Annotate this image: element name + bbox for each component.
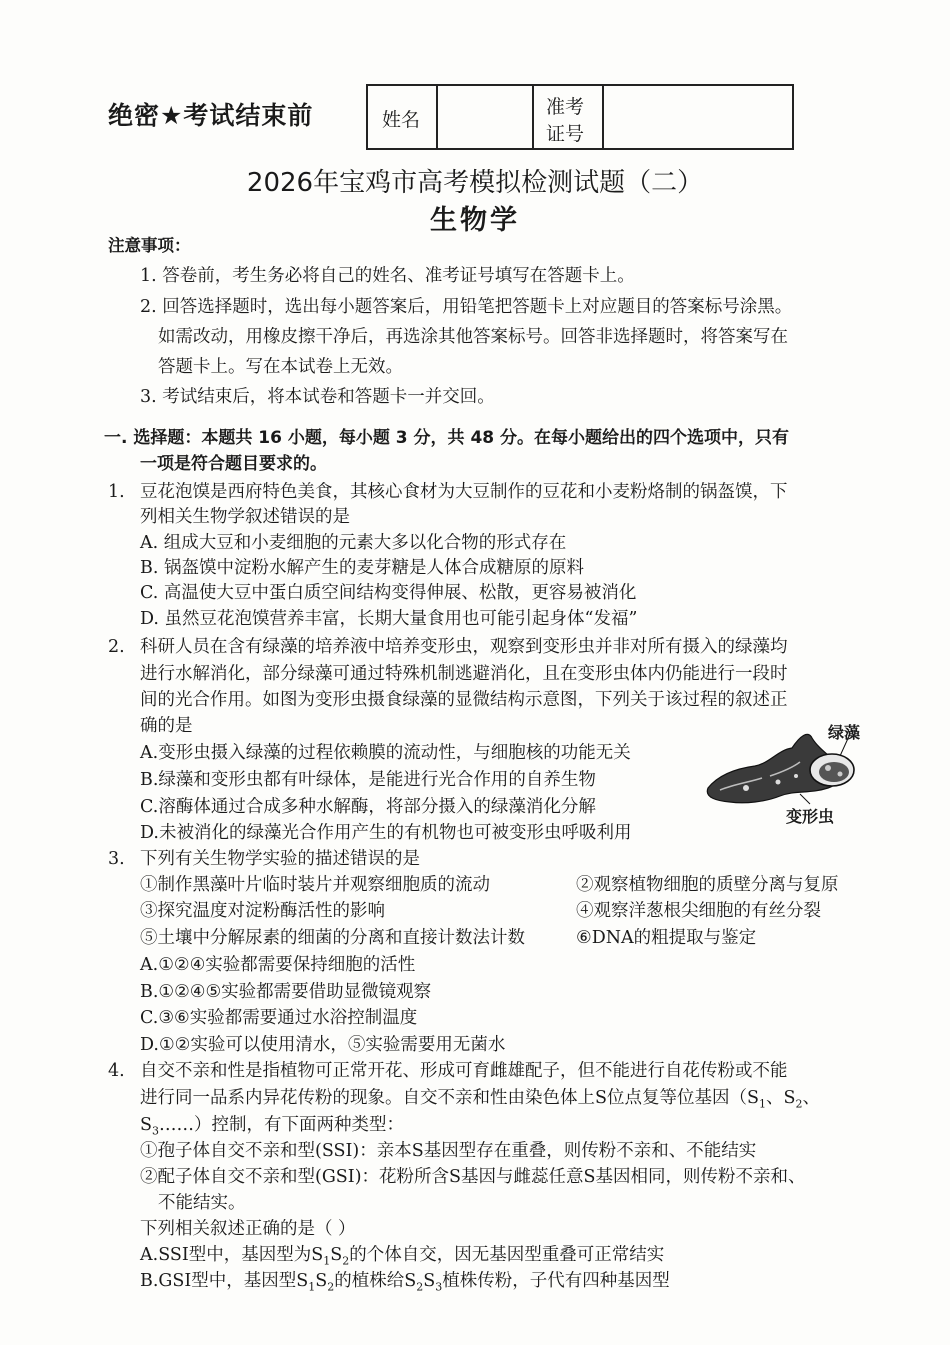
text: 的植株给S bbox=[334, 1271, 417, 1291]
name-label-cell bbox=[368, 86, 438, 148]
notice-line: 3. 考试结束后，将本试卷和答题卡一并交回。 bbox=[140, 387, 495, 407]
option-b bbox=[140, 1273, 670, 1293]
question-number: 3. bbox=[108, 849, 125, 869]
question-stem: 下列有关生物学实验的描述错误的是 bbox=[140, 849, 420, 869]
type-item: ②配子体自交不亲和型(GSI)：花粉所含S基因与雌蕊任意S基因相同，则传粉不亲和、 bbox=[140, 1167, 806, 1187]
subscript: 1 bbox=[308, 1280, 316, 1294]
experiment-item: ②观察植物细胞的质壁分离与复原 bbox=[576, 875, 839, 895]
text: 进行同一品系内异花传粉的现象。自交不亲和性由染色体上S位点复等位基因（S bbox=[140, 1088, 759, 1108]
exam-number-label-1: 准考 bbox=[546, 96, 585, 118]
question-number: 2. bbox=[108, 637, 125, 657]
experiment-item: ④观察洋葱根尖细胞的有丝分裂 bbox=[576, 901, 821, 921]
option-b: B. 锅盔馍中淀粉水解产生的麦芽糖是人体合成糖原的原料 bbox=[140, 558, 584, 578]
question-number: 1. bbox=[108, 482, 125, 502]
experiment-item: ⑤土壤中分解尿素的细菌的分离和直接计数法计数 bbox=[140, 928, 525, 948]
notice-line: 答题卡上。写在本试卷上无效。 bbox=[158, 357, 403, 377]
question-stem: 间的光合作用。如图为变形虫摄食绿藻的显微结构示意图，下列关于该过程的叙述正 bbox=[140, 690, 788, 710]
option-c: C.溶酶体通过合成多种水解酶，将部分摄入的绿藻消化分解 bbox=[140, 797, 596, 817]
type-item: 不能结实。 bbox=[158, 1193, 246, 1213]
option-c: C. 高温使大豆中蛋白质空间结构变得伸展、松散，更容易被消化 bbox=[140, 583, 637, 603]
text: ……）控制，有下面两种类型： bbox=[159, 1115, 404, 1135]
section-heading: 一项是符合题目要求的。 bbox=[140, 454, 327, 474]
subscript: 2 bbox=[327, 1280, 335, 1294]
exam-subject: 生物学 bbox=[430, 205, 520, 236]
experiment-item: ⑥DNA的粗提取与鉴定 bbox=[576, 928, 757, 948]
experiment-item: ①制作黑藻叶片临时装片并观察细胞质的流动 bbox=[140, 875, 490, 895]
exam-number-label-2: 证号 bbox=[546, 123, 585, 145]
option-a: A. 组成大豆和小麦细胞的元素大多以化合物的形式存在 bbox=[140, 533, 567, 553]
option-a: A.变形虫摄入绿藻的过程依赖膜的流动性，与细胞核的功能无关 bbox=[140, 743, 631, 763]
option-c: C.③⑥实验都需要通过水浴控制温度 bbox=[140, 1008, 418, 1028]
question-stem: 豆花泡馍是西府特色美食，其核心食材为大豆制作的豆花和小麦粉烙制的锅盔馍，下 bbox=[140, 482, 788, 502]
subscript: 1 bbox=[323, 1254, 331, 1268]
exam-title: 2026年宝鸡市高考模拟检测试题（二） bbox=[246, 168, 704, 198]
question-stem: 下列相关叙述正确的是（ ） bbox=[140, 1219, 356, 1239]
question-stem: 列相关生物学叙述错误的是 bbox=[140, 507, 350, 527]
subscript: 3 bbox=[152, 1124, 159, 1138]
subscript: 3 bbox=[435, 1280, 443, 1294]
option-a: A.①②④实验都需要保持细胞的活性 bbox=[140, 955, 416, 975]
subscript: 2 bbox=[416, 1280, 424, 1294]
exam-number-field[interactable] bbox=[604, 86, 792, 148]
notice-line: 1. 答卷前，考生务必将自己的姓名、准考证号填写在答题卡上。 bbox=[140, 266, 635, 286]
text: S bbox=[423, 1271, 436, 1291]
question-stem: 自交不亲和性是指植物可正常开花、形成可育雌雄配子，但不能进行自花传粉或不能 bbox=[140, 1061, 788, 1081]
question-stem bbox=[140, 1117, 404, 1137]
question-stem: 确的是 bbox=[140, 716, 193, 736]
text: S bbox=[315, 1271, 328, 1291]
name-field[interactable] bbox=[438, 86, 534, 148]
option-a bbox=[140, 1247, 664, 1267]
secret-label: 绝密★考试结束前 bbox=[108, 101, 314, 130]
candidate-info-box bbox=[366, 84, 794, 150]
text: 、S bbox=[765, 1088, 796, 1108]
option-d: D.未被消化的绿藻光合作用产生的有机物也可被变形虫呼吸利用 bbox=[140, 823, 632, 843]
type-item: ①孢子体自交不亲和型(SSI)：亲本S基因型存在重叠，则传粉不亲和、不能结实 bbox=[140, 1141, 757, 1161]
question-stem bbox=[140, 1090, 820, 1110]
text: 、 bbox=[802, 1088, 820, 1108]
text: 的个体自交，因无基因型重叠可正常结实 bbox=[349, 1245, 665, 1265]
amoeba-figure bbox=[700, 718, 890, 828]
text: 植株传粉，子代有四种基因型 bbox=[442, 1271, 670, 1291]
section-heading: 一. 选择题：本题共 16 小题，每小题 3 分，共 48 分。在每小题给出的四个选项中，只有 bbox=[104, 428, 790, 448]
option-b: B.绿藻和变形虫都有叶绿体，是能进行光合作用的自养生物 bbox=[140, 770, 596, 790]
experiment-item: ③探究温度对淀粉酶活性的影响 bbox=[140, 901, 385, 921]
notice-line: 如需改动，用橡皮擦干净后，再选涂其他答案标号。回答非选择题时，将答案写在 bbox=[158, 327, 788, 347]
subscript: 2 bbox=[342, 1254, 350, 1268]
question-stem: 科研人员在含有绿藻的培养液中培养变形虫，观察到变形虫并非对所有摄入的绿藻均 bbox=[140, 637, 788, 657]
text: A.SSI型中，基因型为S bbox=[140, 1245, 324, 1265]
figure-label-amoeba: 变形虫 bbox=[786, 807, 835, 826]
question-number: 4. bbox=[108, 1061, 125, 1081]
option-d: D.①②实验可以使用清水，⑤实验需要用无菌水 bbox=[140, 1035, 506, 1055]
name-label: 姓名 bbox=[382, 109, 421, 131]
subscript: 1 bbox=[758, 1097, 766, 1111]
option-b: B.①②④⑤实验都需要借助显微镜观察 bbox=[140, 982, 432, 1002]
figure-label-algae: 绿藻 bbox=[828, 723, 861, 742]
text: B.GSI型中，基因型S bbox=[140, 1271, 309, 1291]
exam-number-label-cell bbox=[534, 86, 604, 148]
text: S bbox=[330, 1245, 343, 1265]
subscript: 2 bbox=[795, 1097, 803, 1111]
option-d: D. 虽然豆花泡馍营养丰富，长期大量食用也可能引起身体“发福” bbox=[140, 609, 638, 629]
notice-line: 2. 回答选择题时，选出每小题答案后，用铅笔把答题卡上对应题目的答案标号涂黑。 bbox=[140, 297, 793, 317]
text: S bbox=[140, 1115, 152, 1135]
question-stem: 进行水解消化，部分绿藻可通过特殊机制逃避消化，且在变形虫体内仍能进行一段时 bbox=[140, 664, 788, 684]
notice-heading: 注意事项： bbox=[108, 236, 191, 255]
